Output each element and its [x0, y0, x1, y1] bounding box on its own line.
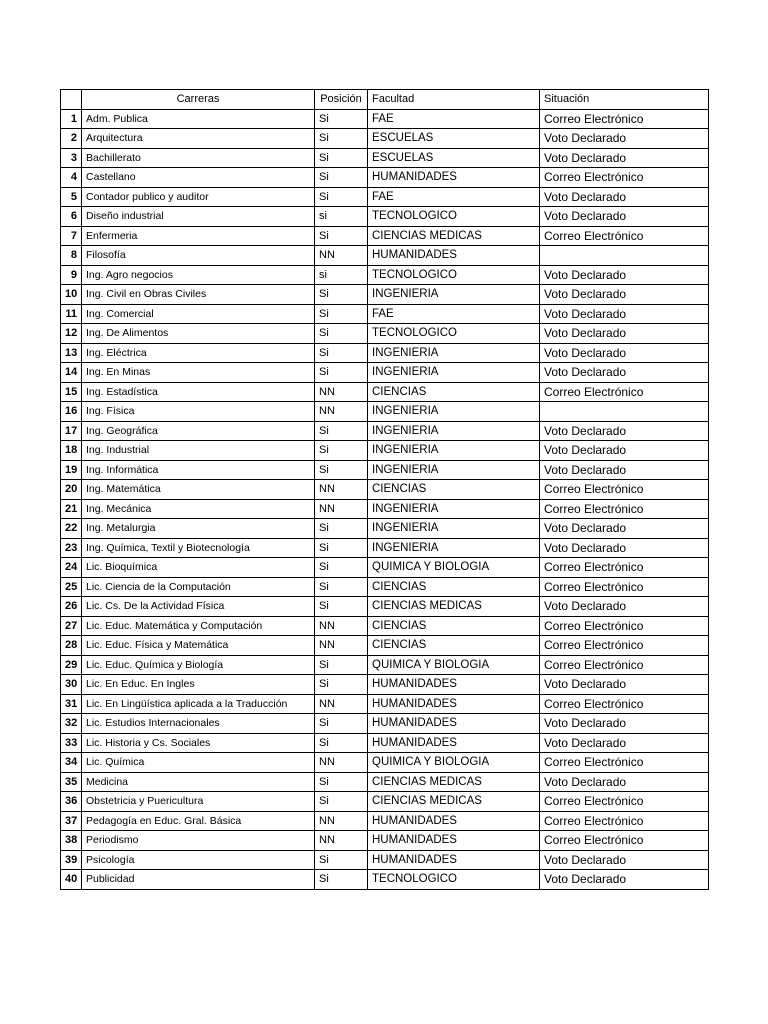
table-row: [61, 265, 709, 285]
table-row: [61, 285, 709, 305]
row-number: 23: [61, 538, 82, 558]
facultad-cell: INGENIERIA: [368, 519, 540, 539]
posicion-cell: Si: [315, 343, 368, 363]
table-row: [61, 460, 709, 480]
row-number: 24: [61, 558, 82, 578]
table-row: [61, 363, 709, 383]
situacion-cell: Voto Declarado: [540, 538, 709, 558]
carrera-cell: Ing. Mecánica: [82, 499, 315, 519]
row-number: 34: [61, 753, 82, 773]
carrera-cell: Medicina: [82, 772, 315, 792]
header-row: [61, 90, 709, 110]
facultad-cell: INGENIERIA: [368, 499, 540, 519]
table-row: [61, 694, 709, 714]
facultad-cell: HUMANIDADES: [368, 733, 540, 753]
posicion-cell: NN: [315, 480, 368, 500]
facultad-cell: QUIMICA Y BIOLOGIA: [368, 558, 540, 578]
posicion-cell: Si: [315, 363, 368, 383]
row-number: 33: [61, 733, 82, 753]
row-number: 28: [61, 636, 82, 656]
row-number: 6: [61, 207, 82, 227]
facultad-cell: INGENIERIA: [368, 343, 540, 363]
row-number: 10: [61, 285, 82, 305]
facultad-cell: CIENCIAS: [368, 382, 540, 402]
table-row: [61, 402, 709, 422]
careers-table: [60, 89, 709, 890]
row-number: 8: [61, 246, 82, 266]
situacion-cell: Correo Electrónico: [540, 499, 709, 519]
carrera-cell: Lic. Ciencia de la Computación: [82, 577, 315, 597]
posicion-cell: Si: [315, 421, 368, 441]
situacion-cell: Voto Declarado: [540, 421, 709, 441]
row-number: 38: [61, 831, 82, 851]
posicion-cell: Si: [315, 597, 368, 617]
posicion-cell: Si: [315, 772, 368, 792]
posicion-cell: Si: [315, 187, 368, 207]
posicion-cell: NN: [315, 616, 368, 636]
facultad-cell: HUMANIDADES: [368, 831, 540, 851]
situacion-cell: Voto Declarado: [540, 850, 709, 870]
situacion-cell: Correo Electrónico: [540, 226, 709, 246]
row-number: 9: [61, 265, 82, 285]
situacion-cell: Correo Electrónico: [540, 168, 709, 188]
carrera-cell: Lic. Estudios Internacionales: [82, 714, 315, 734]
facultad-cell: CIENCIAS: [368, 636, 540, 656]
table-row: [61, 421, 709, 441]
carrera-cell: Ing. De Alimentos: [82, 324, 315, 344]
carrera-cell: Ing. Física: [82, 402, 315, 422]
row-number: 32: [61, 714, 82, 734]
facultad-cell: ESCUELAS: [368, 148, 540, 168]
situacion-cell: Correo Electrónico: [540, 753, 709, 773]
carrera-cell: Filosofía: [82, 246, 315, 266]
situacion-cell: Voto Declarado: [540, 285, 709, 305]
situacion-cell: Correo Electrónico: [540, 655, 709, 675]
row-number: 30: [61, 675, 82, 695]
posicion-cell: Si: [315, 675, 368, 695]
table-row: [61, 675, 709, 695]
carrera-cell: Lic. Cs. De la Actividad Física: [82, 597, 315, 617]
table-row: [61, 597, 709, 617]
situacion-cell: Voto Declarado: [540, 870, 709, 890]
carrera-cell: Ing. Geográfica: [82, 421, 315, 441]
table-row: [61, 441, 709, 461]
situacion-cell: Correo Electrónico: [540, 616, 709, 636]
posicion-cell: NN: [315, 402, 368, 422]
facultad-cell: HUMANIDADES: [368, 850, 540, 870]
posicion-cell: Si: [315, 792, 368, 812]
carrera-cell: Ing. Civil en Obras Civiles: [82, 285, 315, 305]
row-number: 35: [61, 772, 82, 792]
row-number: 18: [61, 441, 82, 461]
row-number: 26: [61, 597, 82, 617]
situacion-cell: Correo Electrónico: [540, 480, 709, 500]
carrera-cell: Lic. Educ. Física y Matemática: [82, 636, 315, 656]
situacion-cell: Voto Declarado: [540, 363, 709, 383]
table-row: [61, 129, 709, 149]
situacion-cell: Voto Declarado: [540, 519, 709, 539]
facultad-cell: INGENIERIA: [368, 402, 540, 422]
posicion-cell: Si: [315, 558, 368, 578]
situacion-cell: Correo Electrónico: [540, 831, 709, 851]
posicion-cell: Si: [315, 441, 368, 461]
carrera-cell: Arquitectura: [82, 129, 315, 149]
facultad-cell: FAE: [368, 304, 540, 324]
posicion-cell: Si: [315, 148, 368, 168]
posicion-cell: Si: [315, 733, 368, 753]
table-row: [61, 870, 709, 890]
situacion-cell: Voto Declarado: [540, 714, 709, 734]
facultad-cell: TECNOLOGICO: [368, 870, 540, 890]
carrera-cell: Castellano: [82, 168, 315, 188]
situacion-cell: Correo Electrónico: [540, 694, 709, 714]
table-row: [61, 168, 709, 188]
carrera-cell: Ing. En Minas: [82, 363, 315, 383]
facultad-cell: CIENCIAS MEDICAS: [368, 226, 540, 246]
carrera-cell: Contador publico y auditor: [82, 187, 315, 207]
posicion-cell: Si: [315, 109, 368, 129]
carrera-cell: Lic. Química: [82, 753, 315, 773]
header-situacion: Situación: [540, 90, 709, 110]
row-number: 27: [61, 616, 82, 636]
facultad-cell: CIENCIAS: [368, 616, 540, 636]
table-row: [61, 148, 709, 168]
facultad-cell: HUMANIDADES: [368, 811, 540, 831]
carrera-cell: Enfermeria: [82, 226, 315, 246]
facultad-cell: QUIMICA Y BIOLOGIA: [368, 753, 540, 773]
table-row: [61, 558, 709, 578]
row-number: 2: [61, 129, 82, 149]
header-carreras: Carreras: [82, 90, 315, 110]
carrera-cell: Lic. Bioquímica: [82, 558, 315, 578]
situacion-cell: Correo Electrónico: [540, 792, 709, 812]
carrera-cell: Diseño industrial: [82, 207, 315, 227]
table-row: [61, 538, 709, 558]
situacion-cell: Voto Declarado: [540, 129, 709, 149]
row-number: 22: [61, 519, 82, 539]
posicion-cell: Si: [315, 324, 368, 344]
situacion-cell: Correo Electrónico: [540, 636, 709, 656]
table-row: [61, 324, 709, 344]
carrera-cell: Lic. En Educ. En Ingles: [82, 675, 315, 695]
table-row: [61, 772, 709, 792]
facultad-cell: CIENCIAS: [368, 577, 540, 597]
posicion-cell: Si: [315, 714, 368, 734]
posicion-cell: si: [315, 265, 368, 285]
table-row: [61, 519, 709, 539]
row-number: 7: [61, 226, 82, 246]
facultad-cell: INGENIERIA: [368, 421, 540, 441]
table-row: [61, 109, 709, 129]
carrera-cell: Pedagogía en Educ. Gral. Básica: [82, 811, 315, 831]
row-number: 11: [61, 304, 82, 324]
carrera-cell: Bachillerato: [82, 148, 315, 168]
posicion-cell: Si: [315, 870, 368, 890]
posicion-cell: NN: [315, 753, 368, 773]
row-number: 39: [61, 850, 82, 870]
row-number: 3: [61, 148, 82, 168]
table-row: [61, 480, 709, 500]
table-row: [61, 343, 709, 363]
posicion-cell: Si: [315, 226, 368, 246]
posicion-cell: Si: [315, 285, 368, 305]
carrera-cell: Ing. Estadística: [82, 382, 315, 402]
table-row: [61, 382, 709, 402]
row-number: 12: [61, 324, 82, 344]
posicion-cell: NN: [315, 382, 368, 402]
facultad-cell: HUMANIDADES: [368, 675, 540, 695]
facultad-cell: FAE: [368, 109, 540, 129]
row-number: 19: [61, 460, 82, 480]
carrera-cell: Adm. Publica: [82, 109, 315, 129]
situacion-cell: Correo Electrónico: [540, 109, 709, 129]
posicion-cell: Si: [315, 655, 368, 675]
row-number: 17: [61, 421, 82, 441]
table-row: [61, 811, 709, 831]
carrera-cell: Lic. Historia y Cs. Sociales: [82, 733, 315, 753]
carrera-cell: Ing. Metalurgia: [82, 519, 315, 539]
situacion-cell: [540, 402, 709, 422]
facultad-cell: QUIMICA Y BIOLOGIA: [368, 655, 540, 675]
situacion-cell: Voto Declarado: [540, 148, 709, 168]
situacion-cell: [540, 246, 709, 266]
situacion-cell: Correo Electrónico: [540, 577, 709, 597]
situacion-cell: Voto Declarado: [540, 207, 709, 227]
row-number: 40: [61, 870, 82, 890]
table-row: [61, 207, 709, 227]
posicion-cell: NN: [315, 246, 368, 266]
carrera-cell: Periodismo: [82, 831, 315, 851]
situacion-cell: Correo Electrónico: [540, 382, 709, 402]
table-body: [61, 109, 709, 889]
row-number: 14: [61, 363, 82, 383]
table-row: [61, 831, 709, 851]
situacion-cell: Correo Electrónico: [540, 811, 709, 831]
table-row: [61, 636, 709, 656]
table-row: [61, 850, 709, 870]
carrera-cell: Ing. Química, Textil y Biotecnología: [82, 538, 315, 558]
row-number: 36: [61, 792, 82, 812]
carrera-cell: Ing. Comercial: [82, 304, 315, 324]
situacion-cell: Voto Declarado: [540, 597, 709, 617]
row-number: 1: [61, 109, 82, 129]
facultad-cell: CIENCIAS MEDICAS: [368, 792, 540, 812]
facultad-cell: CIENCIAS MEDICAS: [368, 772, 540, 792]
carrera-cell: Psicología: [82, 850, 315, 870]
carrera-cell: Ing. Informática: [82, 460, 315, 480]
posicion-cell: Si: [315, 460, 368, 480]
carrera-cell: Lic. Educ. Matemática y Computación: [82, 616, 315, 636]
situacion-cell: Voto Declarado: [540, 675, 709, 695]
row-number: 29: [61, 655, 82, 675]
header-posicion: Posición: [315, 90, 368, 110]
posicion-cell: NN: [315, 694, 368, 714]
posicion-cell: NN: [315, 499, 368, 519]
facultad-cell: TECNOLOGICO: [368, 324, 540, 344]
carrera-cell: Ing. Agro negocios: [82, 265, 315, 285]
posicion-cell: Si: [315, 519, 368, 539]
table-row: [61, 499, 709, 519]
posicion-cell: si: [315, 207, 368, 227]
table-row: [61, 246, 709, 266]
posicion-cell: Si: [315, 538, 368, 558]
header-facultad: Facultad: [368, 90, 540, 110]
situacion-cell: Voto Declarado: [540, 772, 709, 792]
carrera-cell: Ing. Industrial: [82, 441, 315, 461]
row-number: 5: [61, 187, 82, 207]
situacion-cell: Voto Declarado: [540, 343, 709, 363]
table-row: [61, 753, 709, 773]
facultad-cell: HUMANIDADES: [368, 246, 540, 266]
situacion-cell: Voto Declarado: [540, 187, 709, 207]
table-row: [61, 714, 709, 734]
posicion-cell: Si: [315, 168, 368, 188]
row-number: 31: [61, 694, 82, 714]
table-row: [61, 655, 709, 675]
table-row: [61, 792, 709, 812]
situacion-cell: Voto Declarado: [540, 304, 709, 324]
posicion-cell: NN: [315, 831, 368, 851]
carrera-cell: Lic. Educ. Química y Biología: [82, 655, 315, 675]
posicion-cell: Si: [315, 850, 368, 870]
table-row: [61, 577, 709, 597]
table-row: [61, 733, 709, 753]
table-row: [61, 187, 709, 207]
facultad-cell: INGENIERIA: [368, 285, 540, 305]
facultad-cell: HUMANIDADES: [368, 714, 540, 734]
posicion-cell: Si: [315, 129, 368, 149]
row-number: 21: [61, 499, 82, 519]
carrera-cell: Ing. Matemática: [82, 480, 315, 500]
facultad-cell: FAE: [368, 187, 540, 207]
row-number: 37: [61, 811, 82, 831]
posicion-cell: Si: [315, 577, 368, 597]
row-number: 25: [61, 577, 82, 597]
row-number: 15: [61, 382, 82, 402]
situacion-cell: Voto Declarado: [540, 324, 709, 344]
facultad-cell: CIENCIAS MEDICAS: [368, 597, 540, 617]
facultad-cell: TECNOLOGICO: [368, 207, 540, 227]
posicion-cell: NN: [315, 636, 368, 656]
table-row: [61, 616, 709, 636]
facultad-cell: CIENCIAS: [368, 480, 540, 500]
facultad-cell: ESCUELAS: [368, 129, 540, 149]
situacion-cell: Voto Declarado: [540, 460, 709, 480]
facultad-cell: INGENIERIA: [368, 538, 540, 558]
table-row: [61, 304, 709, 324]
header-num: [61, 90, 82, 110]
situacion-cell: Voto Declarado: [540, 441, 709, 461]
facultad-cell: HUMANIDADES: [368, 168, 540, 188]
posicion-cell: Si: [315, 304, 368, 324]
row-number: 4: [61, 168, 82, 188]
row-number: 20: [61, 480, 82, 500]
posicion-cell: NN: [315, 811, 368, 831]
facultad-cell: INGENIERIA: [368, 441, 540, 461]
facultad-cell: INGENIERIA: [368, 460, 540, 480]
facultad-cell: HUMANIDADES: [368, 694, 540, 714]
carrera-cell: Publicidad: [82, 870, 315, 890]
row-number: 16: [61, 402, 82, 422]
row-number: 13: [61, 343, 82, 363]
facultad-cell: TECNOLOGICO: [368, 265, 540, 285]
situacion-cell: Voto Declarado: [540, 265, 709, 285]
situacion-cell: Voto Declarado: [540, 733, 709, 753]
carrera-cell: Obstetricia y Puericultura: [82, 792, 315, 812]
facultad-cell: INGENIERIA: [368, 363, 540, 383]
table-row: [61, 226, 709, 246]
carrera-cell: Lic. En Lingüística aplicada a la Traducción: [82, 694, 315, 714]
situacion-cell: Correo Electrónico: [540, 558, 709, 578]
carrera-cell: Ing. Eléctrica: [82, 343, 315, 363]
